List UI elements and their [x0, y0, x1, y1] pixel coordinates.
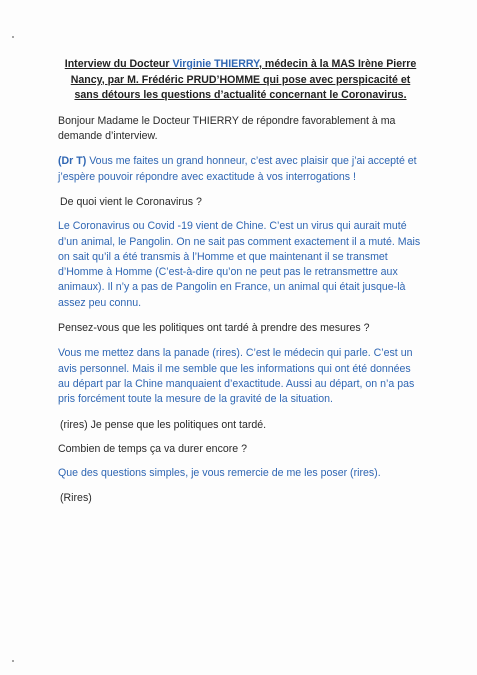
- paragraph-answer-duration: Que des questions simples, je vous remercie de me les poser (rires).: [58, 467, 381, 480]
- scan-speck: [12, 36, 14, 38]
- paragraph-answer-1: [58, 154, 423, 185]
- title-part-1: Interview du Docteur: [64, 58, 173, 70]
- paragraph-rires-2: (Rires): [60, 492, 92, 505]
- scan-speck: [12, 660, 14, 662]
- paragraph-question-politics: Pensez-vous que les politiques ont tardé à prendre des mesures ?: [58, 322, 370, 335]
- answer-1-text: Vous me faites un grand honneur, c’est avec plaisir que j’ai accepté et j’espère pouvoir répondre avec exactitude à vos interrogations !: [58, 155, 417, 183]
- paragraph-rires-1: (rires) Je pense que les politiques ont tardé.: [60, 418, 267, 431]
- title-part-2: , médecin à la MAS Irène Pierre Nancy, par M. Frédéric PRUD’HOMME qui pose avec perspicacité et sans détours les questions d’actualité concernant le Coronavirus.: [70, 58, 417, 102]
- paragraph-answer-politics: Vous me mettez dans la panade (rires). C’est le médecin qui parle. C’est un avis personnel. Mais il me semble que les informations qui ont été données au départ par la Chine manquaient d’exactitude. Aussi au départ, on n’a pas pris forcément toute la mesure de la gravité de la situation.: [58, 347, 415, 406]
- paragraph-greeting: Bonjour Madame le Docteur THIERRY de répondre favorablement à ma demande d’interview.: [58, 114, 396, 143]
- interview-page: [58, 57, 423, 507]
- paragraph-answer-origin: Le Coronavirus ou Covid -19 vient de Chine. C’est un virus qui aurait muté d’un animal, le Pangolin. On ne sait pas comment exactement il a muté. Mais on sait qu’il a été transmis à l’Homme et que maintenant il se transmet d’Homme à Homme (C’est-à-dire qu’on ne peut pas le retransmettre aux animaux). Il n’y a pas de Pangolin en France, un animal qui était jusque-là assez peu connu.: [58, 220, 421, 309]
- title-doctor-name: Virginie THIERRY: [172, 58, 260, 70]
- paragraph-question-origin: De quoi vient le Coronavirus ?: [60, 195, 202, 208]
- document-title: [58, 57, 423, 104]
- speaker-prefix: (Dr T): [58, 155, 87, 168]
- paragraph-question-duration: Combien de temps ça va durer encore ?: [58, 442, 248, 455]
